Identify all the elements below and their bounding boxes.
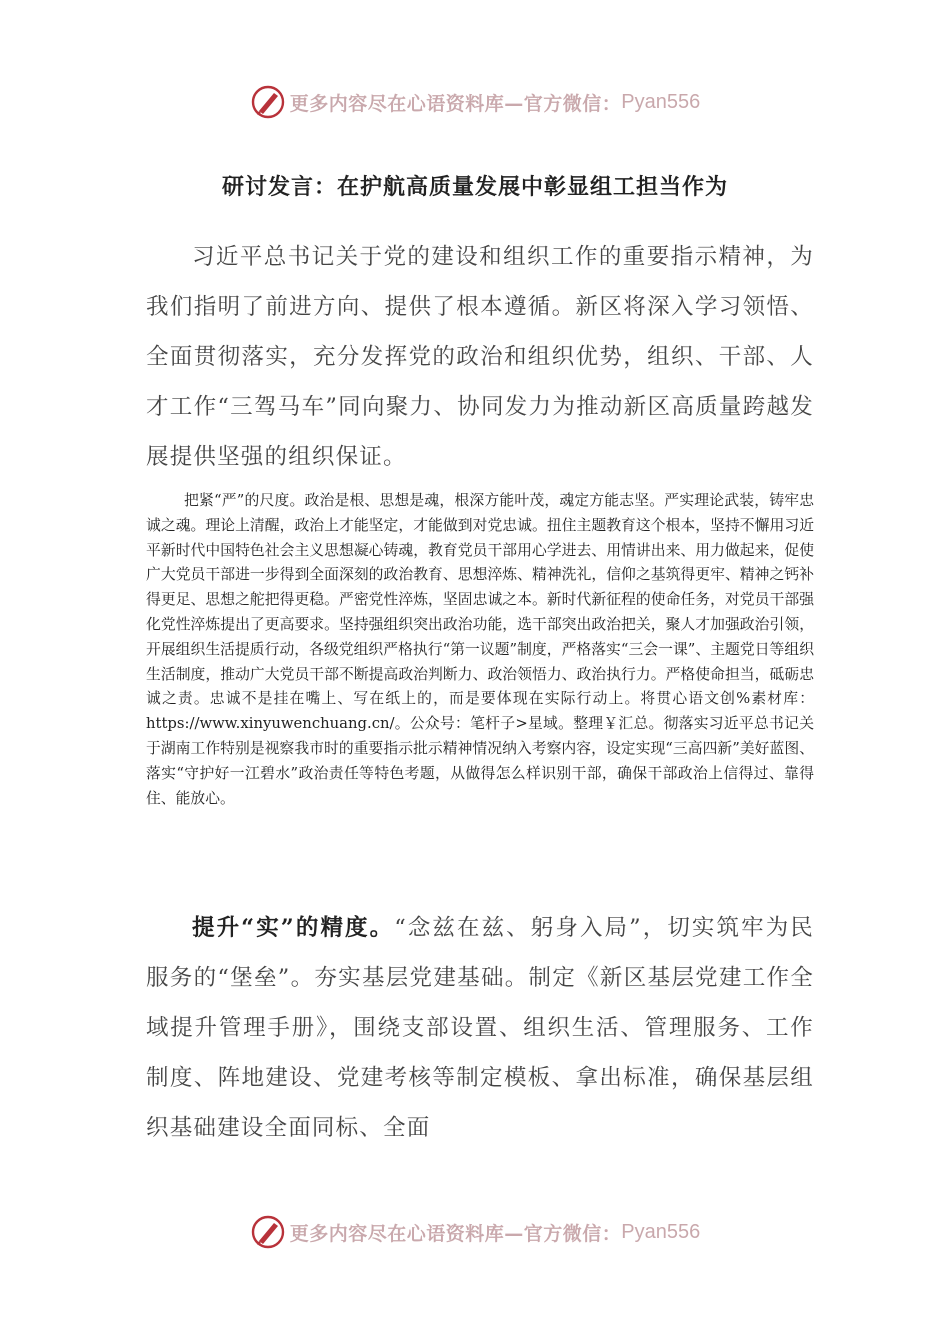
pen-logo-icon	[250, 1214, 286, 1250]
banner-text: 更多内容尽在心语资料库—官方微信：	[289, 1222, 622, 1245]
footer-banner	[0, 1212, 950, 1252]
pen-logo-icon	[250, 84, 286, 120]
wechat-id: Pyan556	[621, 90, 701, 113]
section-practical-body: “念兹在兹、躬身入局”，切实筑牢为民服务的“堡垒”。夯实基层党建基础。制定《新区基层党建工作全域提升管理手册》，围绕支部设置、组织生活、管理服务、工作制度、阵地建设、党建考核等制定模板、拿出标准，确保基层组织基础建设全面同标、全面	[146, 915, 814, 1141]
intro-paragraph: 习近平总书记关于党的建设和组织工作的重要指示精神，为我们指明了前进方向、提供了根本遵循。新区将深入学习领悟、全面贯彻落实，充分发挥党的政治和组织优势，组织、干部、人才工作“三驾马车”同向聚力、协同发力为推动新区高质量跨越发展提供坚强的组织保证。	[146, 244, 814, 470]
section-strict-paragraph: 把紧“严”的尺度。政治是根、思想是魂，根深方能叶茂，魂定方能志坚。严实理论武装，铸牢忠诚之魂。理论上清醒，政治上才能坚定，才能做到对党忠诚。扭住主题教育这个根本，坚持不懈用习近平新时代中国特色社会主义思想凝心铸魂，教育党员干部用心学进去、用情讲出来、用力做起来，促使广大党员干部进一步得到全面深刻的政治教育、思想淬炼、精神洗礼，信仰之基筑得更牢、精神之钙补得更足、思想之舵把得更稳。严密党性淬炼，坚固忠诚之本。新时代新征程的使命任务，对党员干部强化党性淬炼提出了更高要求。坚持强组织突出政治功能，选干部突出政治把关，聚人才加强政治引领，开展组织生活提质行动，各级党组织严格执行“第一议题”制度，严格落实“三会一课”、主题党日等组织生活制度，推动广大党员干部不断提高政治判断力、政治领悟力、政治执行力。严格使命担当，砥砺忠诚之责。忠诚不是挂在嘴上、写在纸上的，而是要体现在实际行动上。将贯心语文创%素材库：https://www.xinyuwenchuang.cn/。公众号：笔杆子>星域。整理￥汇总。彻落实习近平总书记关于湖南工作特别是视察我市时的重要指示批示精神情况纳入考察内容，设定实现“三高四新”美好蓝图、落实“守护好一江碧水”政治责任等特色考题，从做得怎么样识别干部，确保干部政治上信得过、靠得住、能放心。	[146, 492, 814, 807]
banner-text: 更多内容尽在心语资料库—官方微信：	[289, 92, 622, 115]
section-practical-paragraph	[146, 903, 814, 1153]
header-banner	[0, 82, 950, 122]
document-title: 研讨发言：在护航高质量发展中彰显组工担当作为	[221, 175, 728, 200]
wechat-id: Pyan556	[621, 1220, 701, 1243]
section-practical-lead: 提升“实”的精度。	[192, 915, 395, 941]
